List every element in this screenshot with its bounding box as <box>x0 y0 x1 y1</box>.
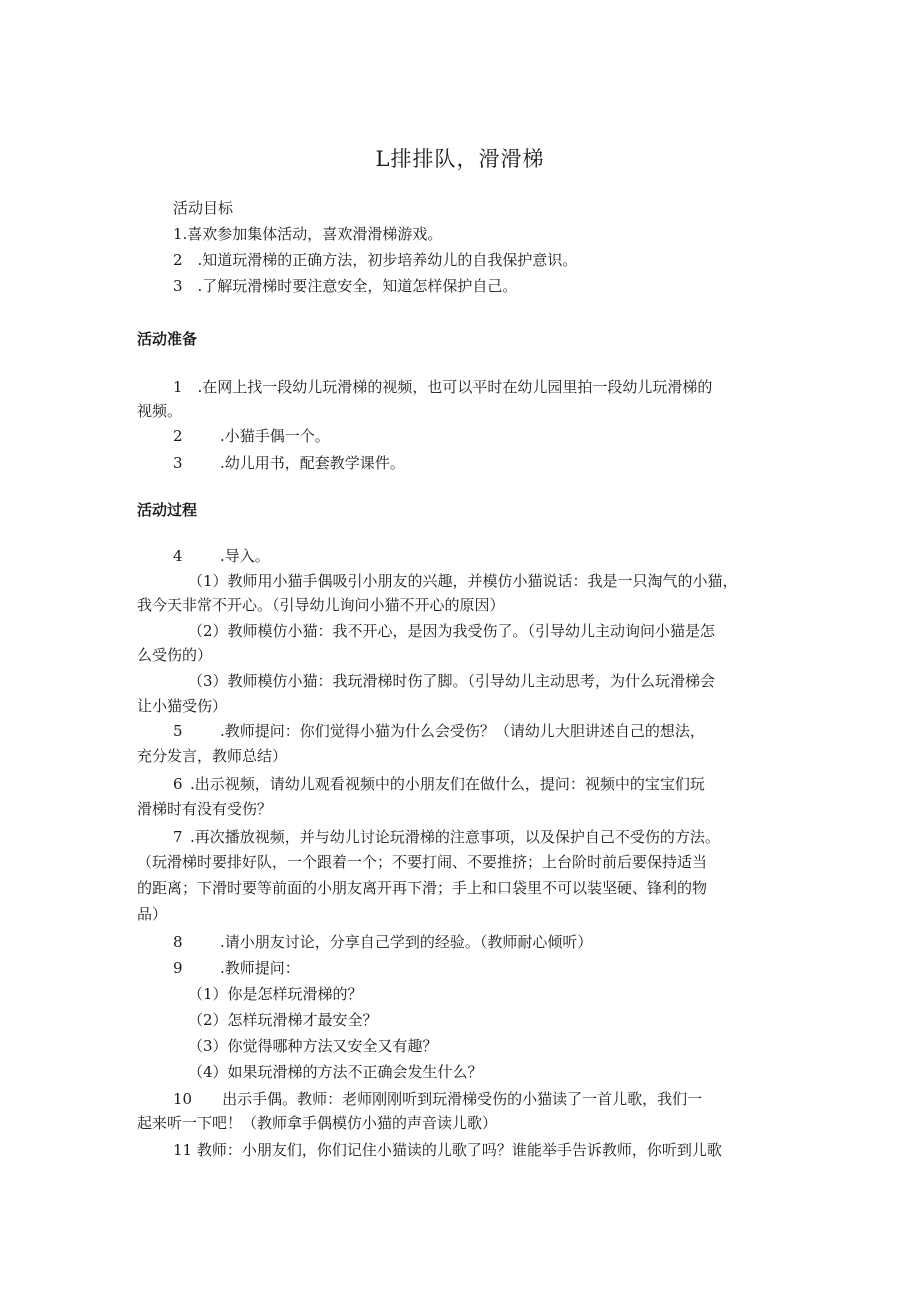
goal-item-1: 1.喜欢参加集体活动，喜欢滑滑梯游戏。 <box>173 225 443 243</box>
process-line-23: 起来听一下吧！（教师拿手偶模仿小猫的声音读儿歌） <box>137 1114 498 1132</box>
process-line-14: 的距离；下滑时要等前面的小朋友离开再下滑；手上和口袋里不可以装坚硬、锋利的物 <box>137 879 708 897</box>
document-title: L排排队，滑滑梯 <box>375 147 545 171</box>
process-line-20: （3）你觉得哪种方法又安全又有趣？ <box>188 1037 438 1055</box>
process-line-24: 11 教师：小朋友们，你们记住小猫读的儿歌了吗？谁能举手告诉教师，你听到儿歌 <box>173 1141 722 1159</box>
process-line-16: 8 .请小朋友讨论，分享自己学到的经验。（教师耐心倾听） <box>173 933 593 951</box>
process-line-13: （玩滑梯时要排好队，一个跟着一个；不要打闹、不要推挤；上台阶时前后要保持适当 <box>137 853 708 871</box>
process-line-8: 5 .教师提问：你们觉得小猫为什么会受伤？（请幼儿大胆讲述自己的想法， <box>173 722 705 740</box>
goal-item-3: 3 .了解玩滑梯时要注意安全，知道怎样保护自己。 <box>173 277 518 295</box>
goals-label: 活动目标 <box>173 199 234 217</box>
process-heading: 活动过程 <box>137 501 198 519</box>
prep-heading: 活动准备 <box>137 330 198 348</box>
process-line-21: （4）如果玩滑梯的方法不正确会发生什么？ <box>188 1063 483 1081</box>
process-line-2: （1）教师用小猫手偶吸引小朋友的兴趣，并模仿小猫说话：我是一只淘气的小猫， <box>188 572 738 590</box>
process-line-7: 让小猫受伤） <box>137 697 228 715</box>
process-line-1: 4 .导入。 <box>173 547 270 565</box>
prep-line-1: 1 .在网上找一段幼儿玩滑梯的视频，也可以平时在幼儿园里拍一段幼儿玩滑梯的 <box>173 378 713 396</box>
process-line-17: 9 .教师提问： <box>173 959 300 977</box>
prep-line-3: 2 .小猫手偶一个。 <box>173 427 330 445</box>
process-line-12: 7 .再次播放视频，并与幼儿讨论玩滑梯的注意事项，以及保护自己不受伤的方法。 <box>173 828 720 846</box>
process-line-15: 品） <box>137 905 168 923</box>
process-line-6: （3）教师模仿小猫：我玩滑梯时伤了脚。（引导幼儿主动思考，为什么玩滑梯会 <box>188 672 716 690</box>
process-line-18: （1）你是怎样玩滑梯的？ <box>188 985 363 1003</box>
process-line-3: 我今天非常不开心。（引导幼儿询问小猫不开心的原因） <box>137 596 505 614</box>
process-line-9: 充分发言，教师总结） <box>137 747 288 765</box>
process-line-4: （2）教师模仿小猫：我不开心，是因为我受伤了。（引导幼儿主动询问小猫是怎 <box>188 622 716 640</box>
process-line-19: （2）怎样玩滑梯才最安全？ <box>188 1011 378 1029</box>
process-line-22: 10 出示手偶。教师：老师刚刚听到玩滑梯受伤的小猫读了一首儿歌，我们一 <box>173 1090 703 1108</box>
prep-line-4: 3 .幼儿用书，配套教学课件。 <box>173 454 405 472</box>
process-line-5: 么受伤的） <box>137 646 213 664</box>
prep-line-2: 视频。 <box>137 402 183 420</box>
goal-item-2: 2 .知道玩滑梯的正确方法，初步培养幼儿的自我保护意识。 <box>173 251 578 269</box>
process-line-11: 滑梯时有没有受伤？ <box>137 800 273 818</box>
process-line-10: 6 .出示视频，请幼儿观看视频中的小朋友们在做什么，提问：视频中的宝宝们玩 <box>173 775 705 793</box>
